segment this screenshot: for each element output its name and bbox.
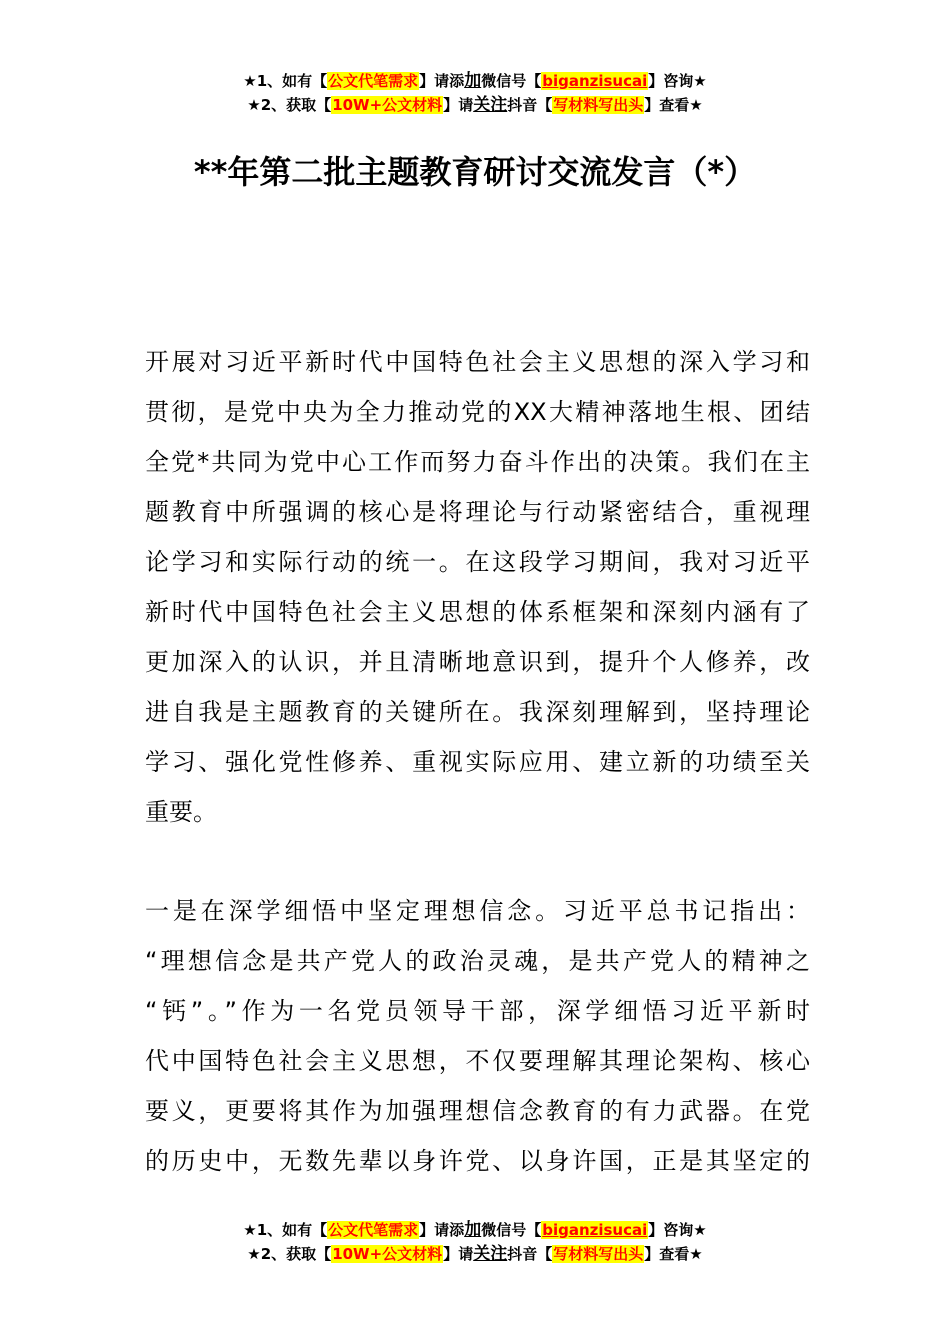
text-line: 学习、强化党性修养、重视实际应用、建立新的功绩至关	[145, 748, 810, 776]
promo-line-1	[0, 1218, 950, 1242]
promo-text: 】咨询★	[648, 72, 707, 90]
text-line: 代中国特色社会主义思想，不仅要理解其理论架构、核心	[145, 1047, 810, 1075]
promo-text: 】咨询★	[648, 1221, 707, 1239]
promo-wechat-id[interactable]: biganzisucai	[542, 72, 648, 90]
header-promo-banner	[0, 69, 950, 117]
paragraph-intro	[145, 337, 810, 837]
promo-highlight-service: 公文代笔需求	[328, 1221, 419, 1239]
promo-text: 】请添	[419, 72, 465, 90]
promo-text: 】请	[443, 96, 474, 114]
promo-douyin-account[interactable]: 写材料写出头	[553, 96, 644, 114]
text-line: 新时代中国特色社会主义思想的体系框架和深刻内涵有了	[145, 598, 810, 626]
text-line: 贯彻，是党中央为全力推动党的XX大精神落地生根、团结	[145, 398, 810, 426]
promo-highlight-service: 公文代笔需求	[328, 72, 419, 90]
text-line: 开展对习近平新时代中国特色社会主义思想的深入学习和	[145, 348, 810, 376]
text-line: 题教育中所强调的核心是将理论与行动紧密结合，重视理	[145, 498, 810, 526]
promo-text: 】查看★	[644, 96, 703, 114]
promo-text: 抖音【	[507, 96, 553, 114]
promo-text: ★2、获取【	[247, 96, 332, 114]
text-line: 论学习和实际行动的统一。在这段学习期间，我对习近平	[145, 548, 810, 576]
promo-text: 微信号【	[481, 72, 542, 90]
promo-text: 】请	[443, 1245, 474, 1263]
promo-text: 抖音【	[507, 1245, 553, 1263]
promo-text: ★1、如有【	[243, 1221, 328, 1239]
text-line: 的历史中，无数先辈以身许党、以身许国，正是其坚定的	[145, 1147, 810, 1175]
footer-promo-banner	[0, 1218, 950, 1266]
promo-wechat-id[interactable]: biganzisucai	[542, 1221, 648, 1239]
promo-douyin-account[interactable]: 写材料写出头	[553, 1245, 644, 1263]
text-line: 进自我是主题教育的关键所在。我深刻理解到，坚持理论	[145, 698, 810, 726]
text-line: 全党*共同为党中心工作而努力奋斗作出的决策。我们在主	[145, 448, 810, 476]
promo-text: 】请添	[419, 1221, 465, 1239]
text-line: “理想信念是共产党人的政治灵魂，是共产党人的精神之	[145, 947, 810, 975]
promo-emphasis: 加	[464, 1220, 482, 1240]
promo-emphasis: 关注	[473, 1244, 508, 1264]
promo-highlight-materials: 10W+公文材料	[332, 96, 443, 114]
promo-line-1	[0, 69, 950, 93]
document-title: **年第二批主题教育研讨交流发言（*）	[193, 153, 757, 191]
text-line: 重要。	[145, 798, 217, 826]
text-line: 一是在深学细悟中坚定理想信念。习近平总书记指出：	[145, 897, 810, 925]
promo-text: ★1、如有【	[243, 72, 328, 90]
promo-line-2	[0, 93, 950, 117]
promo-emphasis: 关注	[473, 95, 508, 115]
promo-line-2	[0, 1242, 950, 1266]
promo-text: ★2、获取【	[247, 1245, 332, 1263]
promo-highlight-materials: 10W+公文材料	[332, 1245, 443, 1263]
promo-text: 微信号【	[481, 1221, 542, 1239]
promo-text: 】查看★	[644, 1245, 703, 1263]
paragraph-point-one	[145, 886, 810, 1186]
text-line: 要义，更要将其作为加强理想信念教育的有力武器。在党	[145, 1097, 810, 1125]
text-line: “钙”。”作为一名党员领导干部，深学细悟习近平新时	[145, 997, 810, 1025]
promo-emphasis: 加	[464, 71, 482, 91]
text-line: 更加深入的认识，并且清晰地意识到，提升个人修养，改	[145, 648, 810, 676]
